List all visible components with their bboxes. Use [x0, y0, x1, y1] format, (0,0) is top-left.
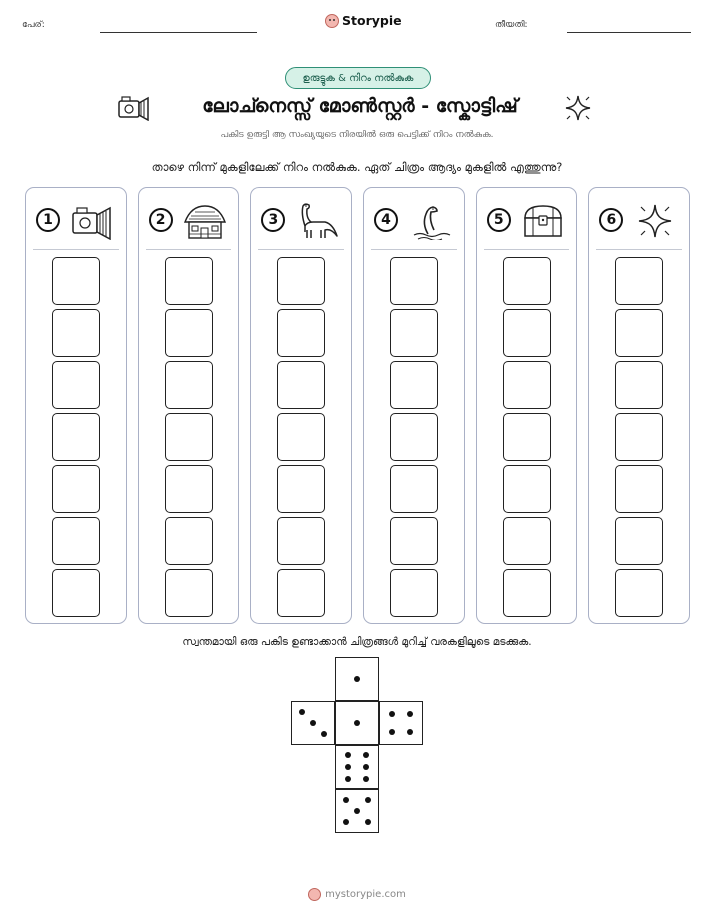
- treasure-chest-icon: [521, 202, 565, 240]
- dice-pip: [389, 711, 395, 717]
- color-box[interactable]: [52, 413, 100, 461]
- color-box[interactable]: [165, 569, 213, 617]
- color-box[interactable]: [503, 257, 551, 305]
- color-box[interactable]: [52, 569, 100, 617]
- race-columns: [25, 187, 690, 624]
- column-number: 3: [261, 208, 285, 232]
- color-box[interactable]: [165, 465, 213, 513]
- color-box[interactable]: [165, 517, 213, 565]
- color-box[interactable]: [390, 257, 438, 305]
- color-box[interactable]: [615, 413, 663, 461]
- column-6: [588, 187, 690, 624]
- color-box[interactable]: [615, 517, 663, 565]
- date-line[interactable]: [567, 32, 691, 33]
- dice-pip: [345, 752, 351, 758]
- dice-face: [335, 745, 379, 789]
- column-2: [138, 187, 240, 624]
- dice-pip: [354, 720, 360, 726]
- dice-face: [335, 789, 379, 833]
- cottage-icon: [183, 202, 227, 240]
- dice-pip: [363, 764, 369, 770]
- dice-face: [379, 701, 423, 745]
- column-divider: [484, 249, 570, 250]
- color-box[interactable]: [503, 309, 551, 357]
- column-divider: [146, 249, 232, 250]
- color-box[interactable]: [503, 465, 551, 513]
- dice-pip: [363, 752, 369, 758]
- box-stack: [165, 257, 213, 621]
- activity-badge: ഉരുട്ടുക & നിറം നൽകുക: [285, 67, 431, 89]
- dice-face: [335, 657, 379, 701]
- instruction-text: താഴെ നിന്ന് മുകളിലേക്ക് നിറം നൽകുക. ഏത് ചിത്രം ആദ്യം മുകളിൽ എത്തുന്നു?: [151, 160, 563, 174]
- box-stack: [390, 257, 438, 621]
- color-box[interactable]: [52, 257, 100, 305]
- color-box[interactable]: [390, 569, 438, 617]
- dice-pip: [365, 797, 371, 803]
- column-3: [250, 187, 352, 624]
- storypie-mascot-icon: [308, 888, 321, 901]
- column-number: 5: [487, 208, 511, 232]
- column-divider: [258, 249, 344, 250]
- name-label: പേര്:: [22, 20, 45, 30]
- dice-pip: [343, 797, 349, 803]
- title-row: [0, 91, 714, 123]
- color-box[interactable]: [390, 465, 438, 513]
- dice-pip: [354, 808, 360, 814]
- color-box[interactable]: [390, 361, 438, 409]
- color-box[interactable]: [615, 361, 663, 409]
- dice-pip: [299, 709, 305, 715]
- box-stack: [503, 257, 551, 621]
- dice-pip: [407, 711, 413, 717]
- color-box[interactable]: [390, 517, 438, 565]
- box-stack: [52, 257, 100, 621]
- dice-pip: [345, 776, 351, 782]
- column-5: [476, 187, 578, 624]
- dice-pip: [389, 729, 395, 735]
- dice-pip: [354, 676, 360, 682]
- dice-pip: [363, 776, 369, 782]
- footer-url[interactable]: mystorypie.com: [325, 889, 406, 900]
- column-divider: [596, 249, 682, 250]
- column-number: 4: [374, 208, 398, 232]
- color-box[interactable]: [165, 309, 213, 357]
- box-stack: [615, 257, 663, 621]
- sea-serpent-icon: [408, 202, 452, 240]
- color-box[interactable]: [52, 309, 100, 357]
- column-number: 1: [36, 208, 60, 232]
- color-box[interactable]: [52, 361, 100, 409]
- color-box[interactable]: [165, 413, 213, 461]
- color-box[interactable]: [615, 465, 663, 513]
- sparkle-icon: [633, 202, 677, 240]
- color-box[interactable]: [390, 309, 438, 357]
- dice-pip: [365, 819, 371, 825]
- dice-pip: [343, 819, 349, 825]
- color-box[interactable]: [503, 361, 551, 409]
- color-box[interactable]: [277, 309, 325, 357]
- brand-logo: [325, 13, 402, 28]
- column-divider: [371, 249, 457, 250]
- color-box[interactable]: [390, 413, 438, 461]
- color-box[interactable]: [165, 361, 213, 409]
- sparkle-icon: [563, 93, 593, 123]
- color-box[interactable]: [277, 517, 325, 565]
- camera-icon: [117, 93, 151, 121]
- dinosaur-icon: [295, 202, 339, 240]
- color-box[interactable]: [277, 413, 325, 461]
- column-number: 6: [599, 208, 623, 232]
- dice-instruction: സ്വന്തമായി ഒരു പകിട ഉണ്ടാക്കാൻ ചിത്രങ്ങൾ മുറിച്ച് വരകളിലൂടെ മടക്കുക.: [182, 636, 532, 648]
- color-box[interactable]: [615, 309, 663, 357]
- storypie-mascot-icon: [325, 14, 339, 28]
- column-divider: [33, 249, 119, 250]
- color-box[interactable]: [277, 569, 325, 617]
- color-box[interactable]: [277, 465, 325, 513]
- dice-pip: [345, 764, 351, 770]
- page-title: ലോച്നെസ്സ് മോൺസ്റ്റർ - സ്കോട്ടിഷ്: [202, 95, 518, 117]
- color-box[interactable]: [615, 569, 663, 617]
- date-label: തീയതി:: [495, 20, 528, 30]
- name-line[interactable]: [100, 32, 257, 33]
- color-box[interactable]: [52, 465, 100, 513]
- color-box[interactable]: [277, 257, 325, 305]
- dice-pip: [407, 729, 413, 735]
- color-box[interactable]: [503, 517, 551, 565]
- brand-name: Storypie: [342, 13, 402, 28]
- dice-pip: [310, 720, 316, 726]
- column-4: [363, 187, 465, 624]
- color-box[interactable]: [503, 413, 551, 461]
- color-box[interactable]: [52, 517, 100, 565]
- column-1: [25, 187, 127, 624]
- dice-face: [291, 701, 335, 745]
- color-box[interactable]: [165, 257, 213, 305]
- color-box[interactable]: [615, 257, 663, 305]
- color-box[interactable]: [503, 569, 551, 617]
- camera-icon: [70, 202, 114, 240]
- column-number: 2: [149, 208, 173, 232]
- footer: [0, 888, 714, 901]
- color-box[interactable]: [277, 361, 325, 409]
- subtitle: പകിട ഉരുട്ടി ആ സംഖ്യയുടെ നിരയിൽ ഒരു പെട്ടിക്ക് നിറം നൽകുക.: [220, 130, 494, 140]
- box-stack: [277, 257, 325, 621]
- dice-pip: [321, 731, 327, 737]
- dice-face: [335, 701, 379, 745]
